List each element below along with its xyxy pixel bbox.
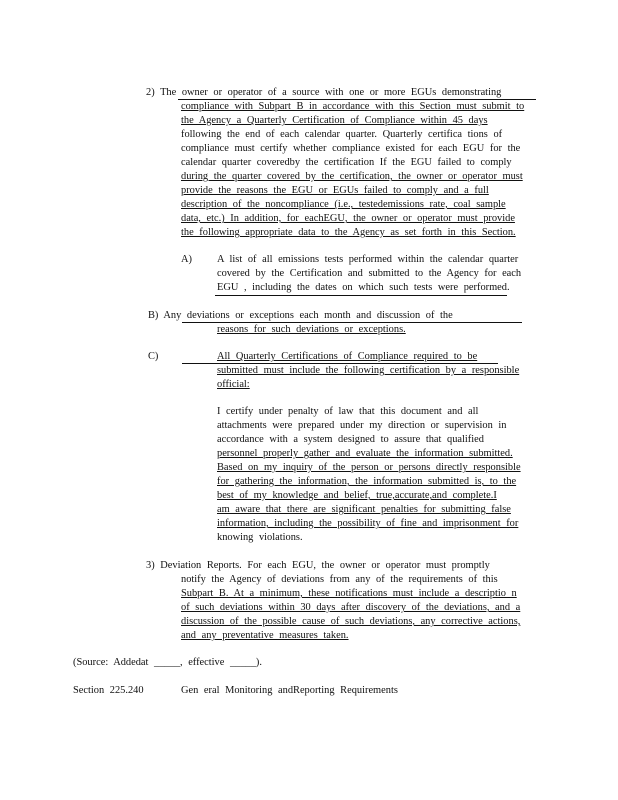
text-line: best of my knowledge and belief, true,accurate,and complete.I — [217, 490, 497, 501]
text-line: reasons for such deviations or exceptions. — [217, 324, 406, 335]
text-line: notify the Agency of deviations from any of the requirements of this — [181, 574, 498, 585]
text-line: during the quarter covered by the certification, the owner or operator must — [181, 171, 523, 182]
section-title: Gen eral Monitoring andReporting Requirements — [181, 685, 398, 696]
text-line: B) Any deviations or exceptions each month and discussion of the — [148, 310, 453, 321]
text-line: of such deviations within 30 days after discovery of the deviations, and a — [181, 602, 521, 613]
text-line: compliance must certify whether compliance existed for each EGU for the — [181, 143, 521, 154]
text-line: discussion of the possible cause of such deviations, any corrective actions, — [181, 616, 521, 627]
text-line: Based on my inquiry of the person or persons directly responsible — [217, 462, 521, 473]
text-line: Subpart B. At a minimum, these notifications must include a descriptio n — [181, 588, 517, 599]
text-line: the Agency a Quarterly Certification of Compliance within 45 days — [181, 115, 488, 126]
underline — [182, 363, 498, 364]
text-line: official: — [217, 379, 250, 390]
item-marker: A) — [181, 254, 192, 265]
text-line: and any preventative measures taken. — [181, 630, 349, 641]
text-line: calendar quarter coveredby the certification If the EGU failed to comply — [181, 157, 512, 168]
underline — [215, 295, 507, 296]
text-line: description of the noncompliance (i.e., testedemissions rate, coal sample — [181, 199, 506, 210]
text-line: accordance with a system designed to assure that qualified — [217, 434, 484, 445]
text-line: attachments were prepared under my direction or supervision in — [217, 420, 507, 431]
item-marker: C) — [148, 351, 159, 362]
text-line: data, etc.) In addition, for eachEGU, the owner or operator must provide — [181, 213, 515, 224]
text-line: compliance with Subpart B in accordance with this Section must submit to — [181, 101, 525, 112]
text-line: knowing violations. — [217, 532, 303, 543]
text-line: following the end of each calendar quarter. Quarterly certifica tions of — [181, 129, 503, 140]
text-line: EGU , including the dates on which such tests were performed. — [217, 282, 510, 293]
section-number: Section 225.240 — [73, 685, 144, 696]
source-note: (Source: Addedat _____, effective _____). — [73, 657, 262, 668]
text-line: 3) Deviation Reports. For each EGU, the owner or operator must promptly — [146, 560, 490, 571]
text-line: A list of all emissions tests performed within the calendar quarter — [217, 254, 519, 265]
text-line: information, including the possibility of fine and imprisonment for — [217, 518, 519, 529]
text-line: the following appropriate data to the Agency as set forth in this Section. — [181, 227, 516, 238]
underline — [178, 99, 536, 100]
text-line: submitted must include the following certification by a responsible — [217, 365, 520, 376]
underline — [182, 322, 522, 323]
text-line: covered by the Certification and submitted to the Agency for each — [217, 268, 522, 279]
text-line: for gathering the information, the information submitted is, to the — [217, 476, 517, 487]
text-line: am aware that there are significant penalties for submitting false — [217, 504, 511, 515]
text-line: personnel properly gather and evaluate the information submitted. — [217, 448, 513, 459]
text-line: 2) The owner or operator of a source with one or more EGUs demonstrating — [146, 87, 502, 98]
text-line: I certify under penalty of law that this document and all — [217, 406, 479, 417]
text-line: provide the reasons the EGU or EGUs failed to comply and a full — [181, 185, 489, 196]
text-line: All Quarterly Certifications of Compliance required to be — [217, 351, 478, 362]
